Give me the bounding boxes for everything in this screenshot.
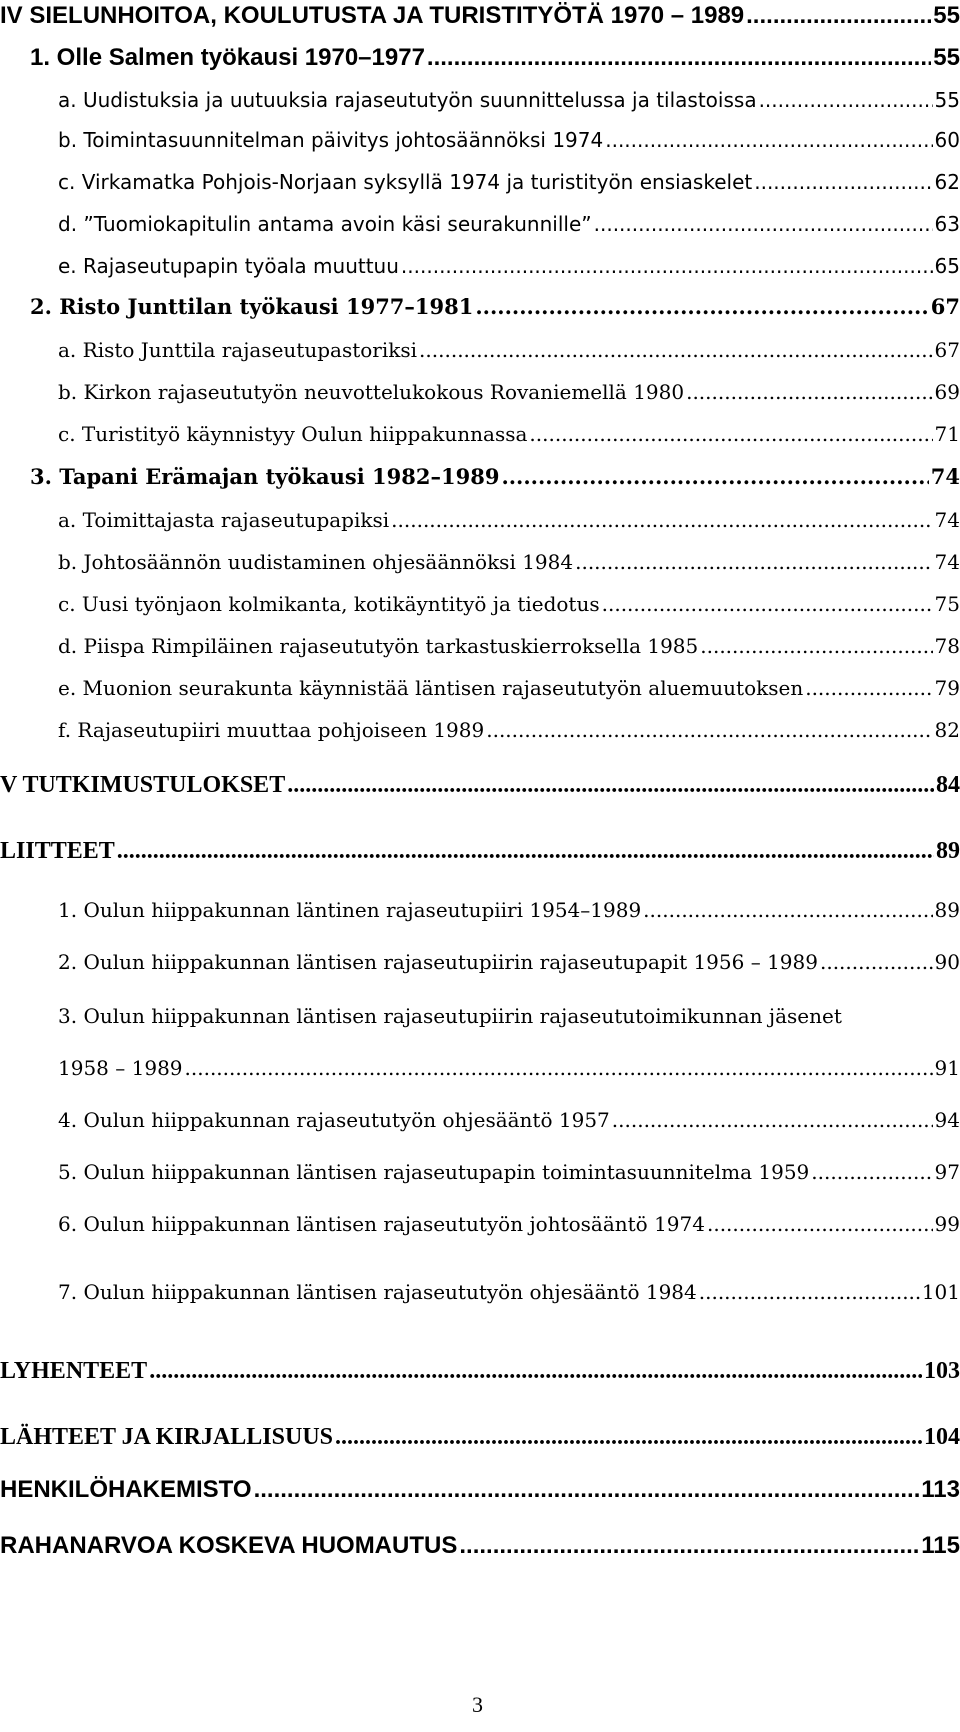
toc-entry-label: 1. Oulun hiippakunnan läntinen rajaseutupiiri 1954–1989: [58, 898, 642, 922]
toc-entry-page: 113: [921, 1476, 960, 1503]
toc-leader-dots: [419, 338, 933, 362]
toc-entry-page: 91: [934, 1056, 960, 1080]
toc-entry-label: d. ”Tuomiokapitulin antama avoin käsi seurakunnille”: [58, 212, 592, 236]
toc-entry-page: 82: [934, 718, 960, 742]
toc-entry: [0, 508, 960, 532]
toc-entry: [0, 464, 960, 489]
toc-entry: [0, 170, 960, 194]
toc-entry-label: LÄHTEET JA KIRJALLISUUS: [0, 1424, 333, 1450]
toc-entry-page: 55: [933, 44, 960, 71]
toc-leader-dots: [335, 1424, 922, 1451]
toc-entry-label: f. Rajaseutupiiri muuttaa pohjoiseen 1989: [58, 718, 485, 742]
toc-entry-label: a. Risto Junttila rajaseutupastoriksi: [58, 338, 418, 362]
toc-entry: [0, 772, 960, 799]
toc-leader-dots: [811, 1160, 932, 1184]
toc-leader-dots: [575, 550, 932, 574]
toc-entry-label: c. Virkamatka Pohjois-Norjaan syksyllä 1974 ja turistityön ensiaskelet: [58, 170, 753, 194]
toc-entry: [0, 1212, 960, 1236]
toc-entry-label: b. Kirkon rajaseututyön neuvottelukokous Rovaniemellä 1980: [58, 380, 685, 404]
toc-entry-label: RAHANARVOA KOSKEVA HUOMAUTUS: [0, 1532, 458, 1559]
toc-leader-dots: [700, 634, 932, 658]
toc-leader-dots: [759, 88, 933, 112]
toc-leader-dots: [391, 508, 932, 532]
toc-entry-page: 74: [934, 508, 960, 532]
toc-entry-label: 1958 – 1989: [58, 1056, 183, 1080]
toc-entry: [0, 1280, 960, 1304]
toc-leader-dots: [149, 1358, 922, 1385]
toc-entry: [0, 1476, 960, 1504]
toc-entry-page: 62: [934, 170, 960, 194]
toc-entry: [0, 2, 960, 30]
toc-entry-page: 90: [934, 950, 960, 974]
toc-leader-dots: [805, 676, 932, 700]
toc-leader-dots: [501, 464, 928, 489]
toc-entry-label: 7. Oulun hiippakunnan läntisen rajaseututyön ohjesääntö 1984: [58, 1280, 697, 1304]
toc-leader-dots: [612, 1108, 933, 1132]
toc-leader-dots: [486, 718, 932, 742]
toc-entry: [0, 128, 960, 152]
toc-entry-label: 2. Risto Junttilan työkausi 1977–1981: [30, 294, 474, 319]
toc-entry-label: a. Toimittajasta rajaseutupapiksi: [58, 508, 390, 532]
toc-entry: [0, 898, 960, 922]
toc-leader-dots: [605, 128, 932, 152]
toc-entry-label: 4. Oulun hiippakunnan rajaseututyön ohjesääntö 1957: [58, 1108, 610, 1132]
toc-entry-page: 55: [933, 2, 960, 29]
toc-entry-label: e. Rajaseutupapin työala muuttuu: [58, 254, 399, 278]
toc-entry: [0, 950, 960, 974]
toc-entry: [0, 294, 960, 319]
toc-entry-page: 89: [934, 898, 960, 922]
toc-leader-dots: [401, 254, 933, 278]
toc-entry-page: 97: [934, 1160, 960, 1184]
toc-leader-dots: [643, 898, 932, 922]
toc-entry: [0, 1056, 960, 1080]
toc-leader-dots: [529, 422, 932, 446]
toc-entry-page: 67: [930, 294, 960, 319]
toc-entry-label: 6. Oulun hiippakunnan läntisen rajaseututyön johtosääntö 1974: [58, 1212, 705, 1236]
toc-entry-page: 89: [936, 838, 960, 864]
toc-leader-dots: [699, 1280, 920, 1304]
toc-entry-label: b. Johtosäännön uudistaminen ohjesäännöksi 1984: [58, 550, 574, 574]
toc-entry: [0, 838, 960, 865]
toc-entry: [0, 44, 960, 72]
toc-leader-dots: [820, 950, 933, 974]
toc-entry-page: 101: [921, 1280, 960, 1304]
toc-entry-label: 1. Olle Salmen työkausi 1970–1977: [30, 44, 425, 71]
toc-entry: [0, 634, 960, 658]
toc-entry-page: 63: [934, 212, 960, 236]
toc-entry-page: 65: [934, 254, 960, 278]
toc-entry: [0, 1108, 960, 1132]
toc-entry-label: LIITTEET: [0, 838, 115, 864]
toc-leader-dots: [602, 592, 933, 616]
toc-entry: [0, 212, 960, 236]
toc-entry-label: LYHENTEET: [0, 1358, 148, 1384]
toc-entry-page: 74: [930, 464, 960, 489]
toc-entry-label: 2. Oulun hiippakunnan läntisen rajaseutupiirin rajaseutupapit 1956 – 1989: [58, 950, 818, 974]
toc-entry-page: 79: [934, 676, 960, 700]
toc-entry-page: 78: [934, 634, 960, 658]
toc-entry-label: e. Muonion seurakunta käynnistää läntisen rajaseututyön aluemuutoksen: [58, 676, 804, 700]
toc-entry-page: 60: [934, 128, 960, 152]
toc-entry: [0, 338, 960, 362]
toc-entry-label: d. Piispa Rimpiläinen rajaseututyön tarkastuskierroksella 1985: [58, 634, 699, 658]
toc-entry-label: 5. Oulun hiippakunnan läntisen rajaseutupapin toimintasuunnitelma 1959: [58, 1160, 810, 1184]
toc-entry: [0, 550, 960, 574]
toc-entry: [0, 422, 960, 446]
toc-entry-page: 74: [934, 550, 960, 574]
toc-entry-page: 104: [924, 1424, 960, 1450]
toc-entry-page: 55: [934, 88, 960, 112]
toc-entry: [0, 676, 960, 700]
toc-entry-page: 67: [934, 338, 960, 362]
page-number: 3: [472, 1692, 483, 1717]
toc-leader-dots: [746, 2, 931, 30]
toc-leader-dots: [594, 212, 933, 236]
toc-entry-page: 71: [934, 422, 960, 446]
toc-entry-label: c. Uusi työnjaon kolmikanta, kotikäyntityö ja tiedotus: [58, 592, 600, 616]
toc-entry-page: 69: [934, 380, 960, 404]
toc-entry: [0, 1532, 960, 1560]
toc-entry-label: b. Toimintasuunnitelman päivitys johtosäännöksi 1974: [58, 128, 604, 152]
toc-leader-dots: [459, 1532, 919, 1560]
toc-entry: [0, 592, 960, 616]
toc-leader-dots: [475, 294, 928, 319]
toc-entry: [0, 1358, 960, 1385]
toc-leader-dots: [185, 1056, 933, 1080]
toc-entry-page: 103: [924, 1358, 960, 1384]
toc-entry-label: 3. Tapani Erämajan työkausi 1982–1989: [30, 464, 500, 489]
toc-entry-page: 75: [934, 592, 960, 616]
toc-leader-dots: [686, 380, 932, 404]
toc-leader-dots: [427, 44, 931, 72]
toc-entry-label: 3. Oulun hiippakunnan läntisen rajaseutupiirin rajaseututoimikunnan jäsenet: [58, 1004, 842, 1028]
toc-entry: [0, 254, 960, 278]
toc-entry-page: 115: [921, 1532, 960, 1559]
toc-leader-dots: [754, 170, 932, 194]
toc-entry-page: 84: [936, 772, 960, 798]
toc-leader-dots: [707, 1212, 933, 1236]
toc-entry-page: 94: [934, 1108, 960, 1132]
toc-entry: [0, 1424, 960, 1451]
toc-entry: [0, 1004, 960, 1028]
toc-entry-label: c. Turistityö käynnistyy Oulun hiippakunnassa: [58, 422, 528, 446]
toc-entry-label: IV SIELUNHOITOA, KOULUTUSTA JA TURISTITYÖTÄ 1970 – 1989: [0, 2, 745, 29]
toc-entry: [0, 718, 960, 742]
toc-leader-dots: [287, 772, 934, 799]
toc-entry-label: a. Uudistuksia ja uutuuksia rajaseututyön suunnittelussa ja tilastoissa: [58, 88, 757, 112]
toc-leader-dots: [117, 838, 934, 865]
toc-entry: [0, 380, 960, 404]
toc-entry: [0, 1160, 960, 1184]
toc-entry-label: V TUTKIMUSTULOKSET: [0, 772, 286, 798]
toc-entry: [0, 88, 960, 112]
toc-entry-label: HENKILÖHAKEMISTO: [0, 1476, 252, 1503]
toc-entry-page: 99: [934, 1212, 960, 1236]
toc-leader-dots: [254, 1476, 920, 1504]
